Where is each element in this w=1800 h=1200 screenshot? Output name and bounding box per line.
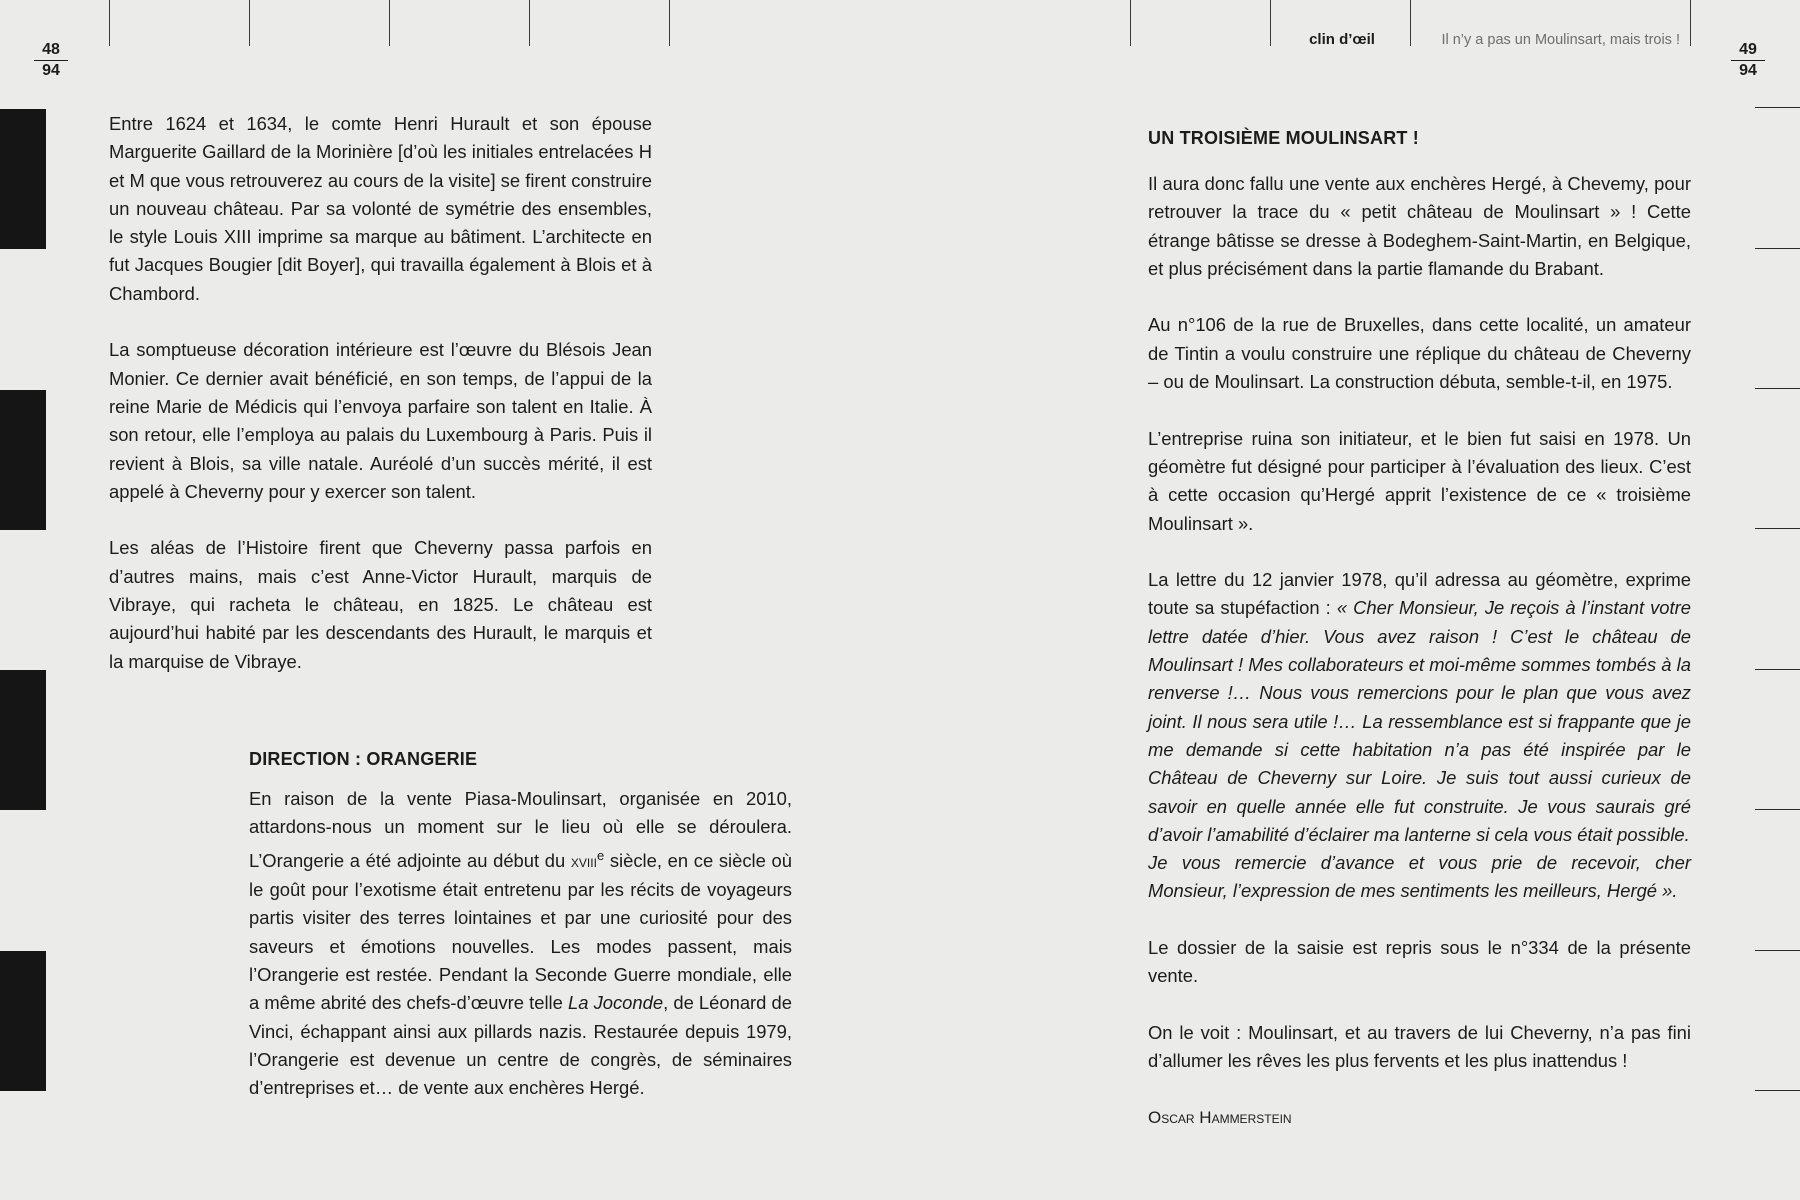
thumb-tab [0,670,46,810]
body-paragraph: On le voit : Moulinsart, et au travers de lui Cheverny, n’a pas fini d’allumer les rêves les plus fervents et les plus inattendus ! [1148,1021,1691,1072]
century-numeral: xviii [570,851,597,871]
letter-quote: « Cher Monsieur, Je reçois à l’instant votre lettre datée d’hier. Vous avez raison ! C’est le château de Moulinsart ! Mes collaborateurs et moi-même sommes tombés à la renverse !… Nous vous remercions pour le plan que vous avez joint. Il nous sera utile !… La ressemblance est si frappante que je me demande si cette habitation n’a pas été inspirée par le Château de Cheverny sur Loire. Je suis tout aussi curieux de savoir en quelle année elle fut construite. Je vous saurais gré d’avoir l’amabilité d’éclairer ma lanterne si cela vous était possible. [1148,597,1692,845]
author-signature: Oscar Hammerstein [1148,1107,1292,1127]
body-paragraph: L’entreprise ruina son initiateur, et le bien fut saisi en 1978. Un géomètre fut désigné pour participer à l’évaluation des lieux. C’est à cette occasion qu’Hergé apprit l’existence de ce « troisième Moulinsart ». [1148,427,1691,534]
body-paragraph: Les aléas de l’Histoire firent que Cheverny passa parfois en d’autres mains, mais c’est Anne-Victor Hurault, marquis de Vibraye, qui racheta le château, en 1825. Le château est aujourd’hui habité par les descendants des Hurault, le marquis et la marquise de Vibraye. [109,537,652,672]
margin-rule [1755,809,1800,810]
body-paragraph: Le dossier de la saisie est repris sous le n°334 de la présente vente. [1148,937,1691,987]
thumb-tab [0,951,46,1091]
margin-rule [1755,107,1800,108]
body-paragraph: En raison de la vente Piasa-Moulinsart, organisée en 2010, attardons-nous un moment sur le lieu où elle se déroulera. L’Orangerie a été adjointe au début du xviii$^e$ siècle, en ce siècle où le goût pour l’exotisme était entretenu par les récits de voyageurs partis visiter des terres lointaines et par une curiosité pour des saveurs et émotions nouvelles. Les modes passent, mais l’Orangerie est restée. Pendant la Seconde Guerre mondiale, elle a même abrité des chefs-d’œuvre telle La Joconde, de Léonard de Vinci, échappant ainsi aux pillards nazis. Restaurée depuis 1979, l’Orangerie est devenue un centre de congrès, de séminaires d’entreprises et… de vente aux enchères Hergé. [249,788,793,1099]
running-header-title: Il n’y a pas un Moulinsart, mais trois ! [1441,32,1680,48]
margin-rule [1755,248,1800,249]
body-paragraph: La somptueuse décoration intérieure est l’œuvre du Blésois Jean Monier. Ce dernier avait bénéficié, en son temps, de l’appui de la reine Marie de Médicis qui l’envoya parfaire son talent en Italie. À son retour, elle l’employa au palais du Luxembourg à Paris. Puis il revient à Blois, sa ville natale. Auréolé d’un succès mérité, il est appelé à Cheverny pour y exercer son talent. [109,339,652,502]
body-paragraph: Il aura donc fallu une vente aux enchères Hergé, à Chevemy, pour retrouver la trace du « petit château de Moulinsart » ! Cette étrange bâtisse se dresse à Bodeghem-Saint-Martin, en Belgique, et plus précisément dans la partie flamande du Brabant. [1148,173,1691,279]
thumb-tab [0,109,46,249]
running-header-section: clin d’œil [1309,31,1375,48]
margin-rule [1755,528,1800,529]
left-page-body [109,110,652,676]
header-tick [249,0,250,46]
letter-paragraph: La lettre du 12 janvier 1978, qu’il adressa au géomètre, exprime toute sa stupéfaction : « Cher Monsieur, Je reçois à l’instant votre lettre datée d’hier. Vous avez raison ! C’est le château de Moulinsart ! Mes collaborateurs et moi-même sommes tombés à la renverse !… Nous vous remercions pour le plan que vous avez joint. Il nous sera utile !… La ressemblance est si frappante que je me demande si cette habitation n’a pas été inspirée par le Château de Cheverny sur Loire. Je suis tout aussi curieux de savoir en quelle année elle fut construite. Je vous saurais gré d’avoir l’amabilité d’éclairer ma lanterne si cela vous était possible. Je vous remercie d’avance et vous prie de recevoir, cher Monsieur, l’expression de mes sentiments les meilleurs, Hergé ». [1148,569,1692,902]
margin-rule [1755,950,1800,951]
right-page-body [1148,126,1691,1132]
header-tick [1130,0,1131,46]
margin-rule [1755,1090,1800,1091]
margin-rule [1755,388,1800,389]
thumb-tab [0,390,46,530]
page-number-right: 49 94 [1731,40,1765,81]
header-tick [1690,0,1691,46]
page-number-left: 48 94 [34,40,68,81]
margin-rule [1755,669,1800,670]
header-tick [109,0,110,46]
orangerie-section [249,747,792,1102]
header-tick [669,0,670,46]
section-heading: UN TROISIÈME MOULINSART ! [1148,128,1419,148]
header-tick [529,0,530,46]
header-tick [389,0,390,46]
body-paragraph: Entre 1624 et 1634, le comte Henri Hurault et son épouse Marguerite Gaillard de la Morinière [d’où les initiales entrelacées H et M que vous retrouverez au cours de la visite] se firent construire un nouveau château. Par sa volonté de symétrie des ensembles, le style Louis XIII imprime sa marque au bâtiment. L’architecte en fut Jacques Bougier [dit Boyer], qui travailla également à Blois et à Chambord. [109,113,652,304]
letter-quote-closing: Je vous remercie d’avance et vous prie de recevoir, cher Monsieur, l’expression de mes sentiments les meilleurs, Hergé ». [1148,852,1691,902]
body-paragraph: Au n°106 de la rue de Bruxelles, dans cette localité, un amateur de Tintin a voulu construire une réplique du château de Cheverny – ou de Moulinsart. La construction débuta, semble-t-il, en 1975. [1148,314,1691,393]
section-heading: DIRECTION : ORANGERIE [249,749,478,769]
artwork-title: La Joconde [567,992,664,1014]
header-tick [1270,0,1271,46]
